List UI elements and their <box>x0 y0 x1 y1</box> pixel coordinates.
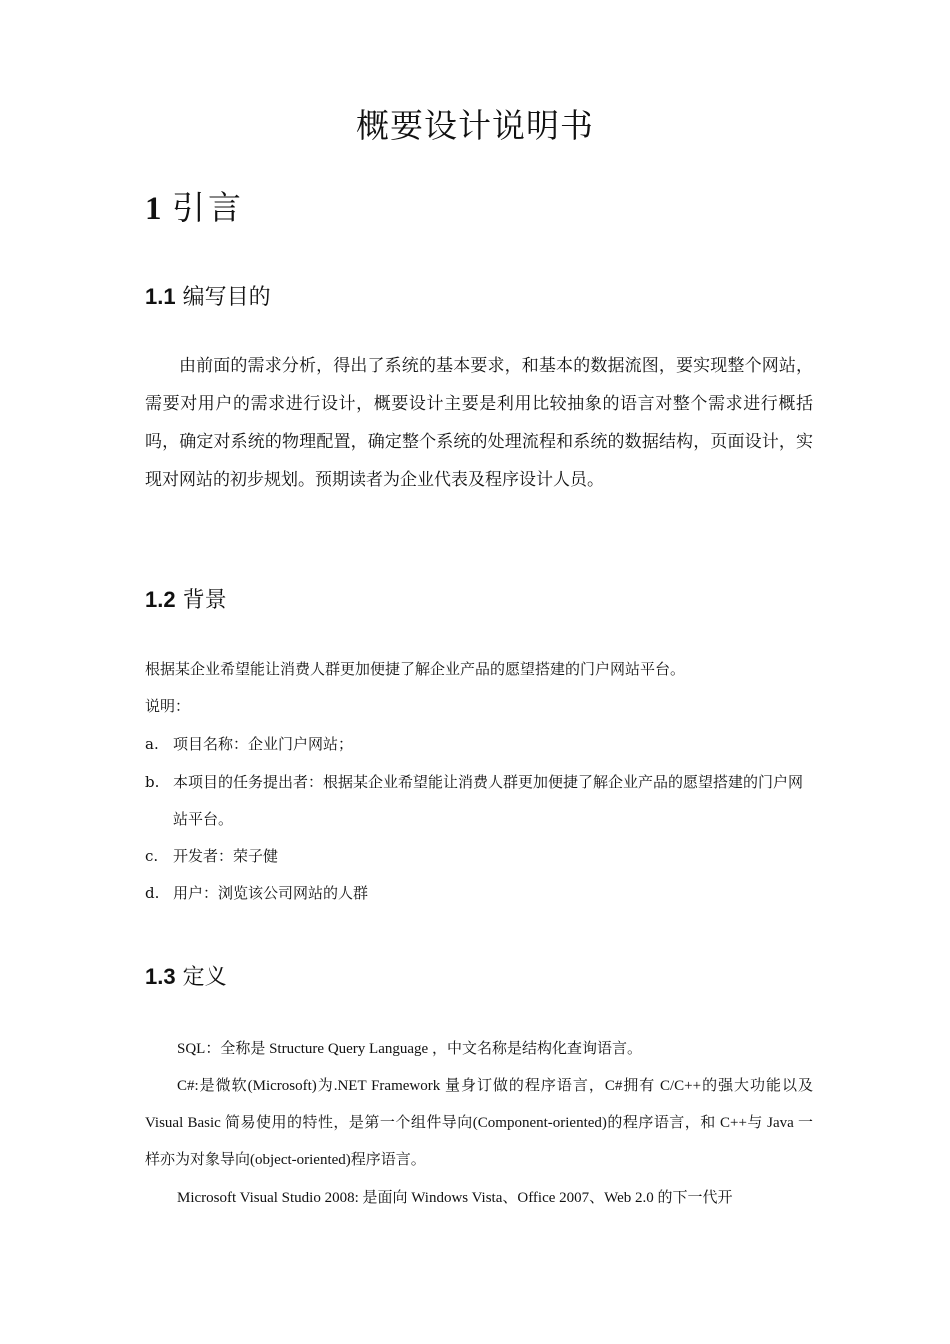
list-text: 用户：浏览该公司网站的人群 <box>173 884 369 902</box>
note-label: 说明： <box>145 697 191 715</box>
list-marker: a. <box>145 735 159 753</box>
list-item <box>145 764 813 838</box>
definition-csharp: C#:是微软(Microsoft)为.NET Framework 量身订做的程序语言，C#拥有 C/C++的强大功能以及 Visual Basic 简易使用的特性，是第一个组件导向(Component-oriented)的程序语言，和 C++与 Java 一样亦为对象导向(object-oriented)程序语言。 <box>145 1078 813 1168</box>
section-number: 1.3 <box>145 964 176 989</box>
background-intro: 根据某企业希望能让消费人群更加便捷了解企业产品的愿望搭建的门户网站平台。 <box>145 660 686 678</box>
list-text: 本项目的任务提出者：根据某企业希望能让消费人群更加便捷了解企业产品的愿望搭建的门户网站平台。 <box>173 773 804 828</box>
list-text: 项目名称：企业门户网站； <box>173 735 354 753</box>
list-item <box>145 726 813 763</box>
section-title: 背景 <box>182 588 227 613</box>
definition-sql: SQL：全称是 Structure Query Language ，中文名称是结构化查询语言。 <box>177 1041 642 1057</box>
chapter-number: 1 <box>145 191 162 227</box>
section-heading-1-1 <box>145 280 271 315</box>
list-marker: d. <box>145 884 160 902</box>
chapter-title: 引言 <box>172 188 244 227</box>
list-text: 开发者：荣子健 <box>173 847 279 865</box>
list-marker: b. <box>145 773 160 791</box>
section-title: 定义 <box>182 965 227 990</box>
list-item <box>145 875 813 912</box>
section-number: 1.1 <box>145 284 176 309</box>
section-heading-1-3 <box>145 960 227 995</box>
section-title: 编写目的 <box>182 285 271 310</box>
chapter-heading <box>145 184 244 233</box>
definition-visual-studio: Microsoft Visual Studio 2008: 是面向 Windows Vista、Office 2007、Web 2.0 的下一代开 <box>177 1190 733 1206</box>
purpose-paragraph: 由前面的需求分析，得出了系统的基本要求，和基本的数据流图，要实现整个网站，需要对用户的需求进行设计，概要设计主要是利用比较抽象的语言对整个需求进行概括吗，确定对系统的物理配置，确定整个系统的处理流程和系统的数据结构，页面设计，实现对网站的初步规划。预期读者为企业代表及程序设计人员。 <box>145 356 813 490</box>
list-item <box>145 838 813 875</box>
section-number: 1.2 <box>145 587 176 612</box>
list-marker: c. <box>145 847 159 865</box>
section-heading-1-2 <box>145 583 227 618</box>
document-title: 概要设计说明书 <box>356 106 594 145</box>
